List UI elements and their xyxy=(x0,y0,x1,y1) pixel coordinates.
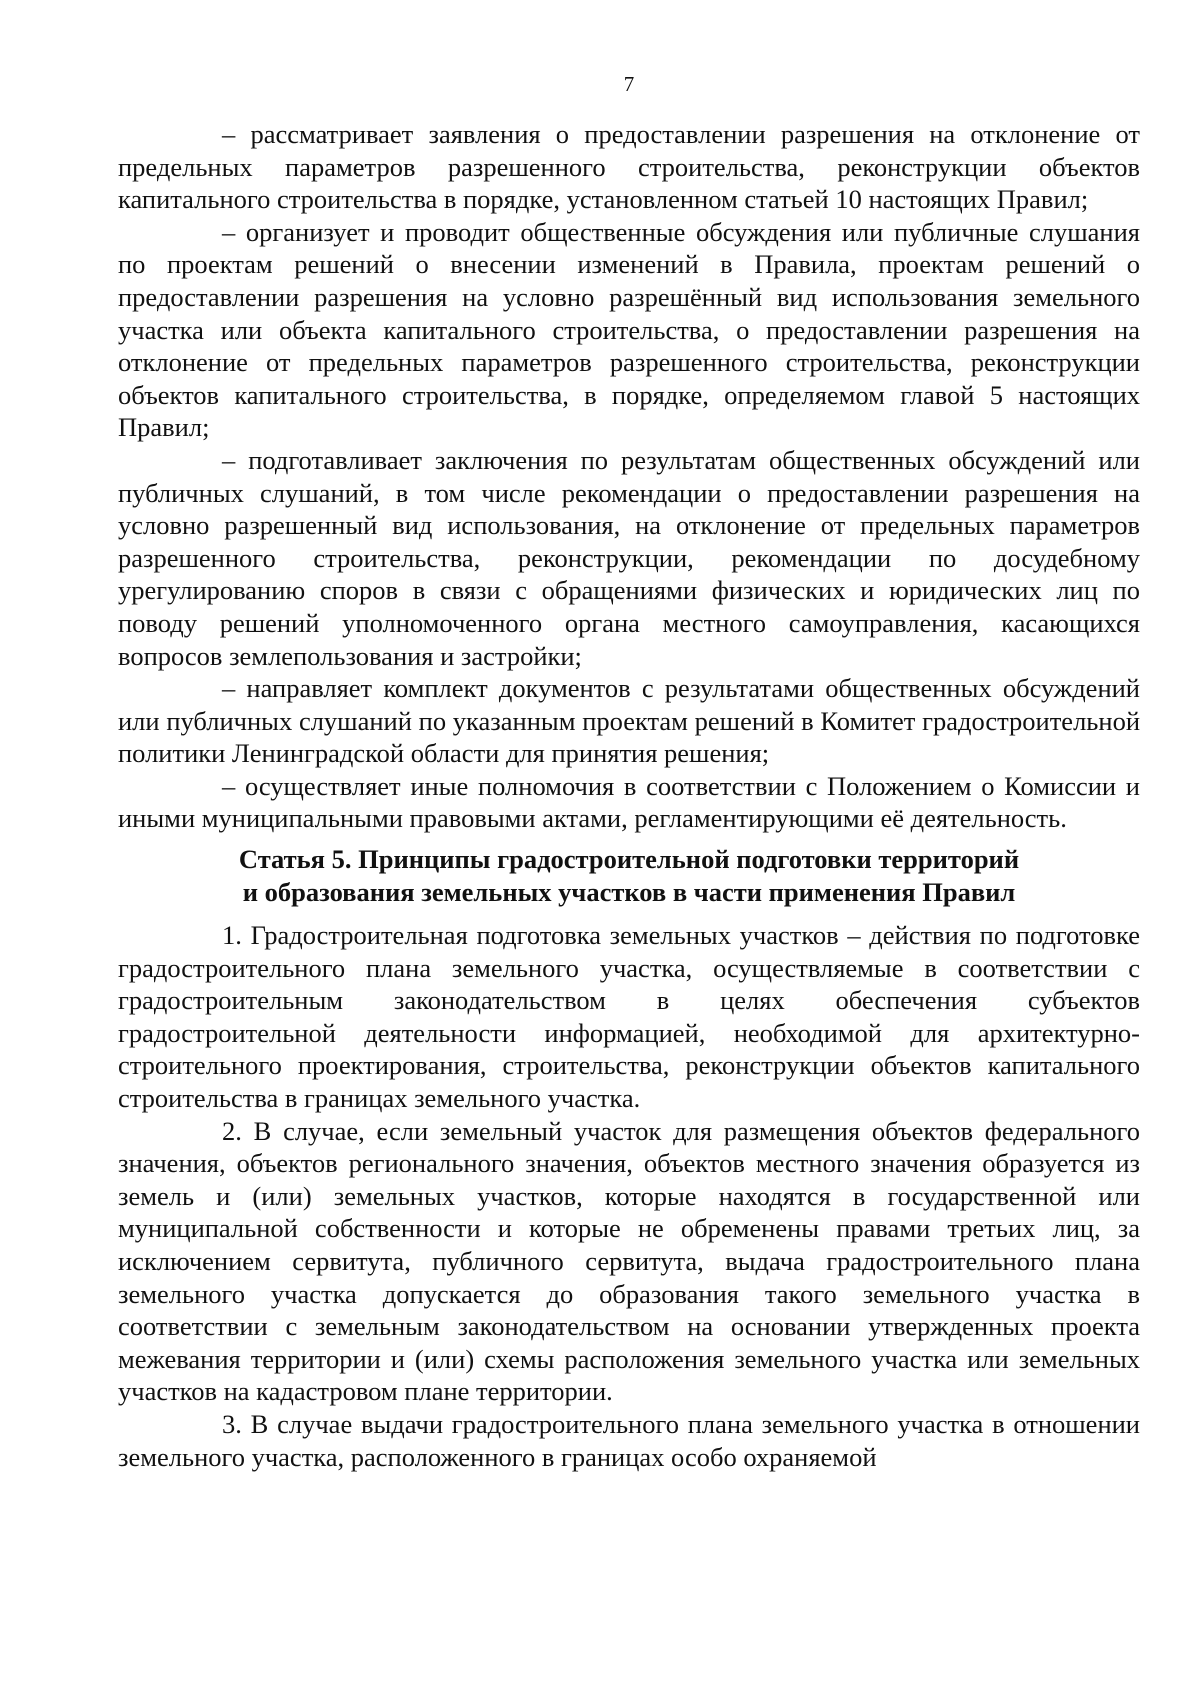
list-item-consider-applications: – рассматривает заявления о предоставлении разрешения на отклонение от предельных параметров разрешенного строительства, реконструкции объектов капитального строительства в порядке, установленном статьей 10 настоящих Правил; xyxy=(118,119,1140,215)
list-item-send-documents: – направляет комплект документов с результатами общественных обсуждений или публичных слушаний по указанным проектам решений в Комитет градостроительной политики Ленинградской области для принятия решения; xyxy=(118,673,1140,769)
article-paragraph-2: 2. В случае, если земельный участок для размещения объектов федерального значения, объектов регионального значения, объектов местного значения образуется из земель и (или) земельных участков, которые находятся в государственной или муниципальной собственности и которые не обременены правами третьих лиц, за исключением сервитута, публичного сервитута, выдача градостроительного плана земельного участка допускается до образования такого земельного участка в соответствии с земельным законодательством на основании утвержденных проекта межевания территории и (или) схемы расположения земельного участка или земельных участков на кадастровом плане территории. xyxy=(118,1115,1140,1407)
list-item-organize-hearings: – организует и проводит общественные обсуждения или публичные слушания по проектам решений о внесении изменений в Правила, проектам решений о предоставлении разрешения на условно разрешённый вид использования земельного участка или объекта капитального строительства, о предоставлении разрешения на отклонение от предельных параметров разрешенного строительства, реконструкции объектов капитального строительства, в порядке, определяемом главой 5 настоящих Правил; xyxy=(118,216,1140,443)
article-paragraph-3: 3. В случае выдачи градостроительного плана земельного участка в отношении земельного участка, расположенного в границах особо охраняемой xyxy=(118,1408,1140,1472)
page-number: 7 xyxy=(623,72,635,96)
article-heading-line-2: и образования земельных участков в части применения Правил xyxy=(242,877,1016,908)
list-item-prepare-conclusions: – подготавливает заключения по результатам общественных обсуждений или публичных слушаний, в том числе рекомендации о предоставлении разрешения на условно разрешенный вид использования, на отклонение от предельных параметров разрешенного строительства, реконструкции, рекомендации по досудебному урегулированию споров в связи с обращениями физических и юридических лиц по поводу решений уполномоченного органа местного самоуправления, касающихся вопросов землепользования и застройки; xyxy=(118,444,1140,671)
article-paragraph-1: 1. Градостроительная подготовка земельных участков – действия по подготовке градостроительного плана земельного участка, осуществляемые в соответствии с градостроительным законодательством в целях обеспечения субъектов градостроительной деятельности информацией, необходимой для архитектурно-строительного проектирования, строительства, реконструкции объектов капитального строительства в границах земельного участка. xyxy=(118,920,1140,1114)
article-heading xyxy=(118,843,1140,909)
list-item-other-powers: – осуществляет иные полномочия в соответствии с Положением о Комиссии и иными муниципальными правовыми актами, регламентирующими её деятельность. xyxy=(118,770,1140,834)
article-heading-line-1: Статья 5. Принципы градостроительной подготовки территорий xyxy=(238,844,1020,875)
document-page xyxy=(118,70,1140,1473)
